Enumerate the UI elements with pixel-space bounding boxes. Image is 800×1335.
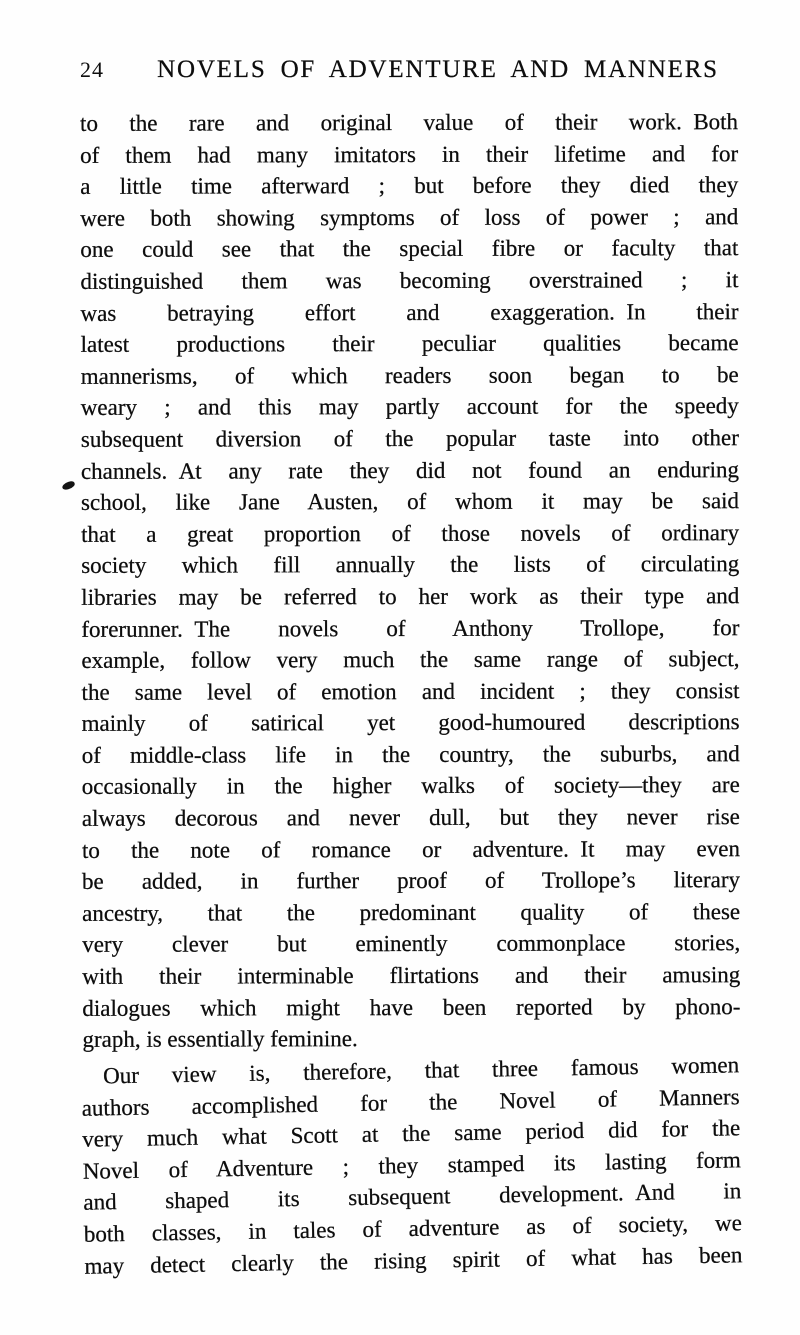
text-line: latest productions their peculiar qualities became <box>80 330 739 358</box>
ink-smudge-mark <box>61 480 76 491</box>
text-line: authors accomplished for the Novel of Manners <box>81 1083 740 1121</box>
paragraph-new <box>81 1049 743 1282</box>
page-header <box>80 56 738 84</box>
text-line: of middle-class life in the country, the suburbs, and <box>81 741 740 768</box>
text-line: to the rare and original value of their work. Both <box>80 109 739 136</box>
text-line: very much what Scott at the same period did for the <box>82 1115 741 1152</box>
text-line: and shaped its subsequent development. And in <box>83 1178 742 1215</box>
text-line: graph, is essentially feminine. <box>82 1026 358 1053</box>
running-title: NOVELS OF ADVENTURE AND MANNERS <box>157 56 719 83</box>
text-line: very clever but eminently commonplace stories, <box>82 930 741 958</box>
text-line: that a great proportion of those novels of ordinary <box>81 519 740 547</box>
page-body <box>80 106 741 1277</box>
text-line: school, like Jane Austen, of whom it may be said <box>81 488 740 515</box>
text-line: be added, in further proof of Trollope’s literary <box>81 867 741 895</box>
text-line: one could see that the special fibre or faculty that <box>80 235 739 263</box>
text-line: may detect clearly the rising spirit of what has been <box>84 1241 743 1279</box>
text-line: mainly of satirical yet good-humoured descriptions <box>81 709 740 737</box>
text-line: mannerisms, of which readers soon began to be <box>80 361 739 389</box>
text-line: ancestry, that the predominant quality of these <box>82 898 741 926</box>
text-line: distinguished them was becoming overstrained ; it <box>80 267 739 294</box>
text-line: were both showing symptoms of loss of power ; and <box>80 203 739 231</box>
text-line: a little time afterward ; but before they died they <box>80 172 739 200</box>
text-line: with their interminable flirtations and their amusing <box>82 962 741 989</box>
text-line: libraries may be referred to her work as their type and <box>81 583 740 610</box>
paragraph-continuation <box>80 106 740 1056</box>
text-line: Our view is, therefore, that three famous women <box>102 1052 740 1089</box>
page-number: 24 <box>80 57 104 82</box>
text-line: Novel of Adventure ; they stamped its lasting form <box>82 1146 741 1184</box>
text-line: forerunner. The novels of Anthony Trollope, for <box>81 614 740 642</box>
text-line: of them had many imitators in their lifetime and for <box>80 140 739 168</box>
text-line: example, follow very much the same range of subject, <box>81 646 740 673</box>
text-line: society which fill annually the lists of circulating <box>81 551 740 579</box>
text-line: the same level of emotion and incident ; they consist <box>81 677 740 705</box>
text-line: was betraying effort and exaggeration. In their <box>80 298 739 326</box>
text-line: subsequent diversion of the popular taste into other <box>80 425 739 452</box>
text-line: to the note of romance or adventure. It may even <box>81 835 740 863</box>
text-line: dialogues which might have been reported by phono- <box>82 993 741 1021</box>
text-line: always decorous and never dull, but they never rise <box>81 804 740 831</box>
text-line: channels. At any rate they did not found an enduring <box>80 456 739 484</box>
text-line: occasionally in the higher walks of society—they are <box>81 772 740 800</box>
text-line: both classes, in tales of adventure as of society, we <box>83 1210 743 1247</box>
text-line: weary ; and this may partly account for the speedy <box>80 393 739 421</box>
